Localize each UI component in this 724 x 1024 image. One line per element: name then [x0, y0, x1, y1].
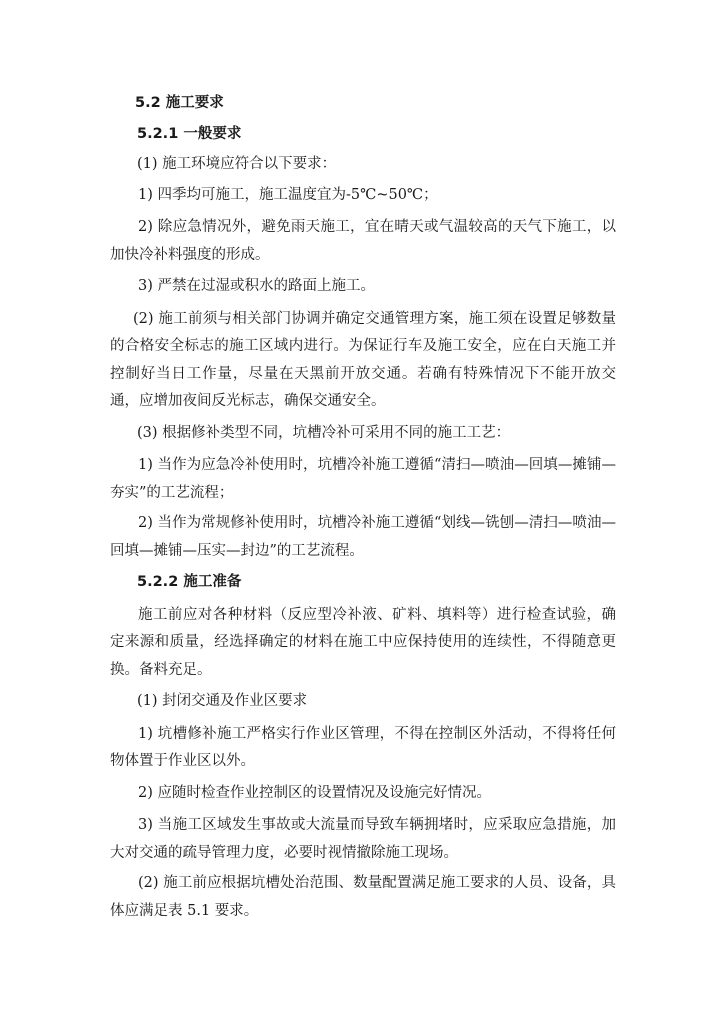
subsection-heading-preparation: 5.2.2 施工准备 [137, 574, 242, 590]
subsection-heading-general: 5.2.1 一般要求 [137, 125, 242, 142]
paragraph: 2) 除应急情况外，避免雨天施工，宜在晴天或气温较高的天气下施工，以加快冷补料强度的形成。 [110, 219, 616, 263]
list-item: (1) 施工环境应符合以下要求： [137, 156, 337, 172]
paragraph: 3) 当施工区域发生事故或大流量而导致车辆拥堵时，应采取应急措施，加大对交通的疏导管理力度，必要时视情撤除施工现场。 [110, 817, 616, 861]
list-item: 3) 严禁在过湿或积水的路面上施工。 [138, 278, 375, 294]
section-heading: 5.2 施工要求 [135, 95, 224, 111]
paragraph: (2) 施工前应根据坑槽处治范围、数量配置满足施工要求的人员、设备，具体应满足表 5.1 要求。 [110, 875, 616, 919]
list-item: (3) 根据修补类型不同，坑槽冷补可采用不同的施工工艺： [137, 424, 511, 441]
paragraph: (2) 施工前须与相关部门协调并确定交通管理方案，施工须在设置足够数量的合格安全标志的施工区域内进行。为保证行车及施工安全，应在白天施工并控制好当日工作量，尽量在天黑前开放交通。若确有特殊情况下不能开放交通，应增加夜间反光标志，确保交通安全。 [110, 310, 616, 409]
paragraph: 施工前应对各种材料（反应型冷补液、矿料、填料等）进行检查试验，确定来源和质量，经选择确定的材料在施工中应保持使用的连续性，不得随意更换。备料充足。 [110, 606, 616, 678]
list-item: (1) 封闭交通及作业区要求 [137, 693, 308, 709]
paragraph: 1) 当作为应急冷补使用时，坑槽冷补施工遵循“清扫—喷油—回填—摊铺—夯实”的工艺流程； [110, 457, 616, 501]
list-item: 2) 应随时检查作业控制区的设置情况及设施完好情况。 [138, 784, 491, 801]
paragraph: 2) 当作为常规修补使用时，坑槽冷补施工遵循“划线—铣刨—清扫—喷油—回填—摊铺—压实—封边”的工艺流程。 [110, 515, 616, 559]
list-item: 1) 四季均可施工，施工温度宜为-5℃~50℃； [138, 186, 438, 203]
paragraph: 1) 坑槽修补施工严格实行作业区管理，不得在控制区外活动，不得将任何物体置于作业区以外。 [110, 725, 616, 769]
document-page [110, 92, 616, 928]
